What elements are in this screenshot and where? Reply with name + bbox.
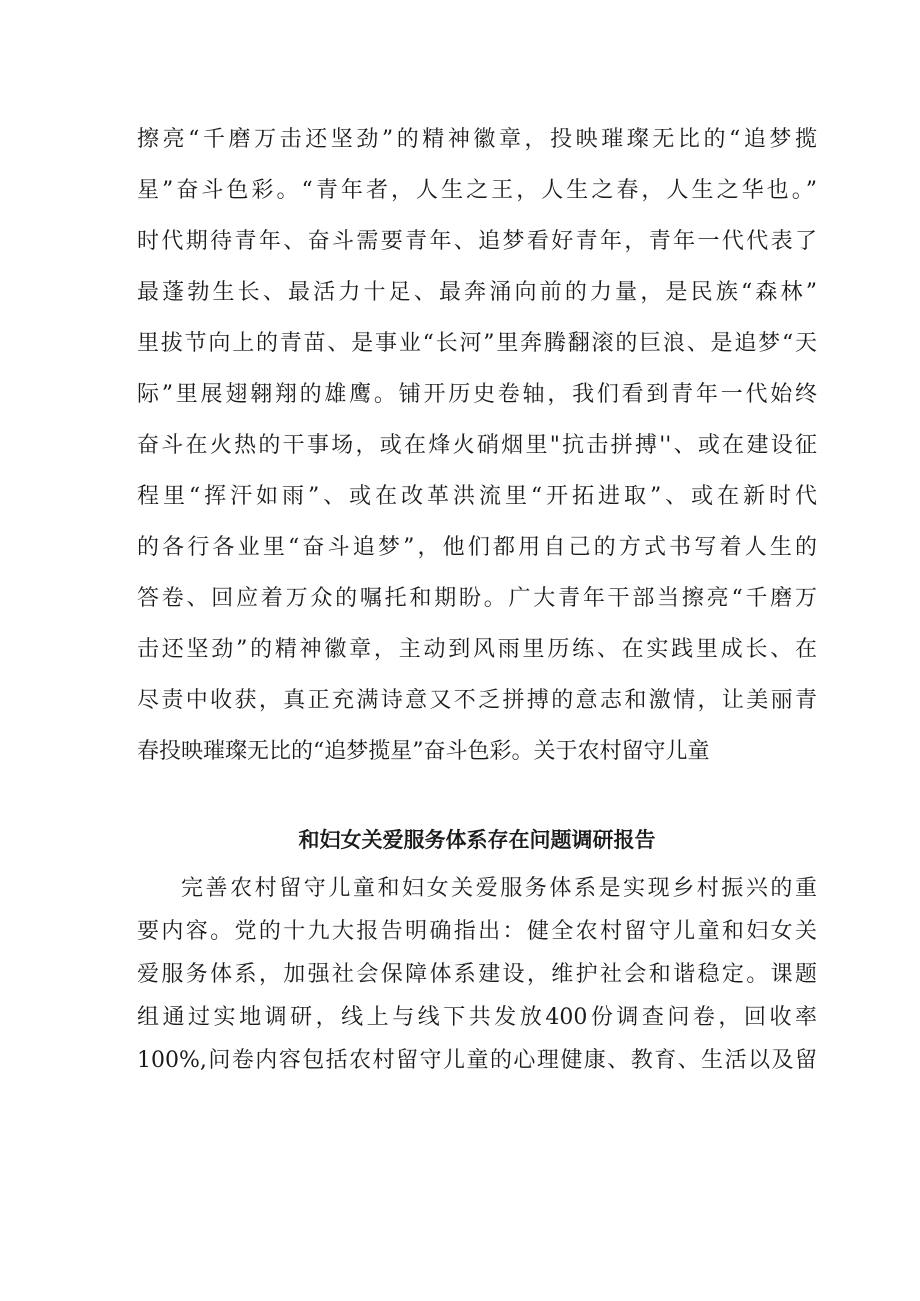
paragraph-2-line: 完善农村留守儿童和妇女关爱服务体系是实现乡村振兴的重 [181,876,817,901]
paragraph-1-line: 奋斗在火热的干事场，或在烽火硝烟里"抗击拼搏''、或在建设征 [137,433,817,458]
section-heading: 和妇女关爱服务体系存在问题调研报告 [298,827,656,852]
paragraph-2-line: 爱服务体系，加强社会保障体系建设，维护社会和谐稳定。课题 [137,962,817,987]
paragraph-2-line: 要内容。党的十九大报告明确指出：健全农村留守儿童和妇女关 [137,919,817,944]
paragraph-1-line: 春投映璀璨无比的“追梦揽星”奋斗色彩。关于农村留守儿童 [137,739,710,764]
paragraph-1-line: 尽责中收获，真正充满诗意又不乏拼搏的意志和激情，让美丽青 [137,688,817,713]
paragraph-1-line: 时代期待青年、奋斗需要青年、追梦看好青年，青年一代代表了 [137,229,817,254]
paragraph-1-line: 里拔节向上的青苗、是事业“长河”里奔腾翻滚的巨浪、是追梦“天 [137,331,817,356]
paragraph-1-line: 击还坚劲”的精神徽章，主动到风雨里历练、在实践里成长、在 [137,637,817,662]
paragraph-1-line: 最蓬勃生长、最活力十足、最奔涌向前的力量，是民族“森林” [137,280,817,305]
paragraph-2-line: 组通过实地调研，线上与线下共发放400份调查问卷，回收率 [137,1005,817,1030]
paragraph-1-line: 答卷、回应着万众的嘱托和期盼。广大青年干部当擦亮“千磨万 [137,586,817,611]
paragraph-2-line: 100%,问卷内容包括农村留守儿童的心理健康、教育、生活以及留 [137,1048,817,1073]
paragraph-1-line: 际”里展翅翱翔的雄鹰。铺开历史卷轴，我们看到青年一代始终 [137,382,817,407]
paragraph-1-line: 程里“挥汗如雨”、或在改革洪流里“开拓进取”、或在新时代 [137,484,817,509]
paragraph-1-line: 的各行各业里“奋斗追梦”，他们都用自己的方式书写着人生的 [137,535,817,560]
paragraph-1-line: 擦亮“千磨万击还坚劲”的精神徽章，投映璀璨无比的“追梦揽 [137,127,817,152]
paragraph-1-line: 星”奋斗色彩。“青年者，人生之王，人生之春，人生之华也。” [137,178,817,203]
